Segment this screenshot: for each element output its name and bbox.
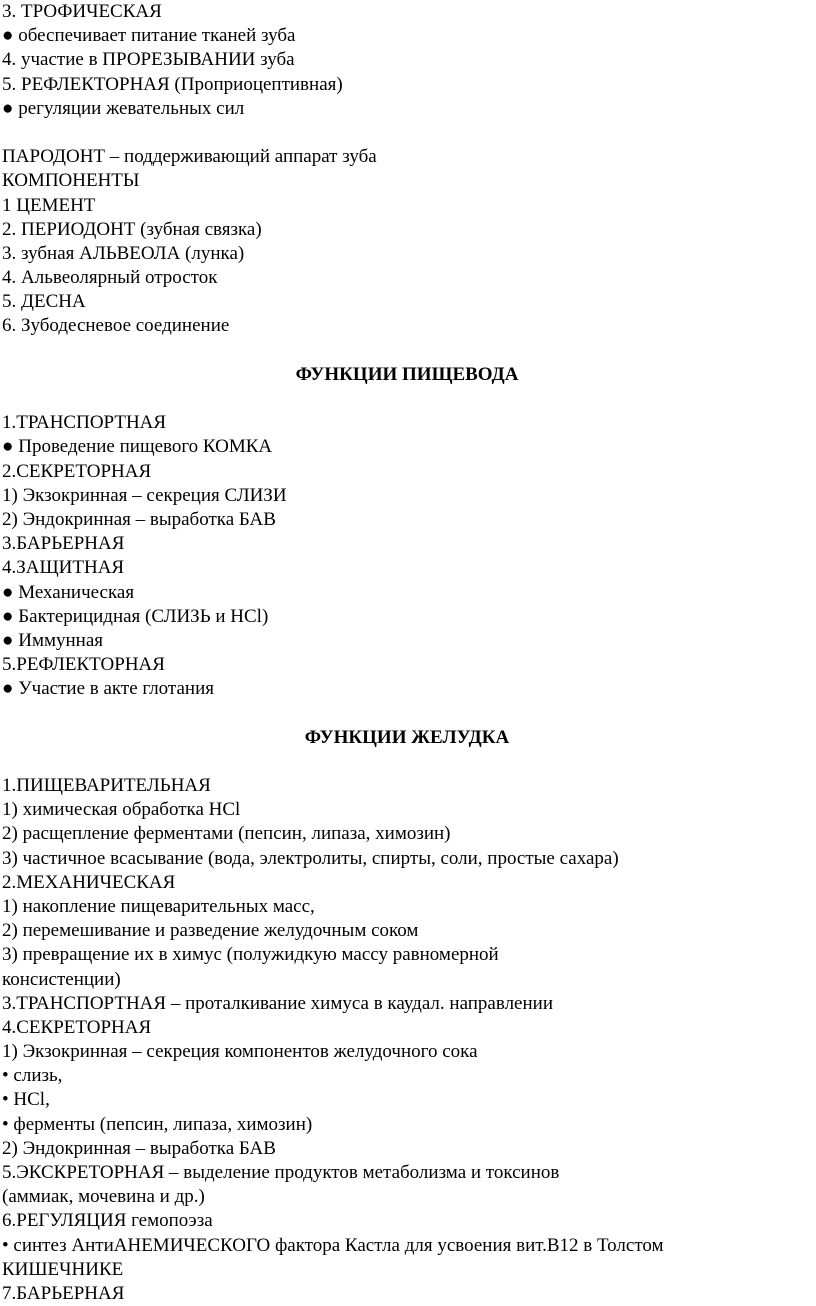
- text-line: ● Участие в акте глотания: [2, 678, 214, 700]
- text-line: 2) расщепление ферментами (пепсин, липаза, химозин): [2, 823, 451, 845]
- text-line: 3) частичное всасывание (вода, электролиты, спирты, соли, простые сахара): [2, 847, 619, 869]
- text-line: 2) Эндокринная – выработка БАВ: [2, 508, 276, 530]
- text-line: ● Иммунная: [2, 629, 104, 651]
- text-line: 3.БАРЬЕРНАЯ: [2, 533, 125, 555]
- parodont-block: [2, 145, 812, 339]
- text-line: 1 ЦЕМЕНТ: [2, 194, 96, 216]
- text-line: 4. Альвеолярный отросток: [2, 267, 218, 289]
- text-line: 1.ПИЩЕВАРИТЕЛЬНАЯ: [2, 775, 211, 796]
- text-line: 3. зубная АЛЬВЕОЛА (лунка): [2, 242, 245, 264]
- text-line: 3) превращение их в химус (полужидкую массу равномерной: [2, 944, 499, 966]
- text-line: • HCl,: [2, 1089, 50, 1111]
- text-line: 2. ПЕРИОДОНТ (зубная связка): [2, 218, 262, 240]
- text-line: 2.МЕХАНИЧЕСКАЯ: [2, 871, 176, 893]
- text-line: 6.РЕГУЛЯЦИЯ гемопоэза: [2, 1210, 213, 1232]
- top-functions-block: [2, 0, 812, 121]
- blank-line: [2, 121, 812, 145]
- text-line: 1.ТРАНСПОРТНАЯ: [2, 412, 167, 434]
- text-line: 3. ТРОФИЧЕСКАЯ: [2, 1, 162, 22]
- text-line: 2.СЕКРЕТОРНАЯ: [2, 460, 152, 482]
- blank-line: [2, 339, 812, 363]
- text-line: консистенции): [2, 968, 121, 990]
- text-line: ● Механическая: [2, 581, 135, 603]
- text-line: 3.ТРАНСПОРТНАЯ – проталкивание химуса в каудал. направлении: [2, 992, 553, 1014]
- text-line: ПАРОДОНТ – поддерживающий аппарат зуба: [2, 146, 377, 168]
- blank-line: [2, 387, 812, 411]
- text-line: 4.СЕКРЕТОРНАЯ: [2, 1016, 152, 1038]
- text-line: 1) накопление пищеварительных масс,: [2, 895, 315, 917]
- blank-line: [2, 701, 812, 725]
- text-line: КОМПОНЕНТЫ: [2, 170, 140, 192]
- text-line: 5. РЕФЛЕКТОРНАЯ (Проприоцептивная): [2, 73, 343, 95]
- text-line: 4.ЗАЩИТНАЯ: [2, 557, 125, 579]
- text-line: 2) Эндокринная – выработка БАВ: [2, 1137, 276, 1159]
- text-line: ● Проведение пищевого КОМКА: [2, 436, 273, 458]
- section-heading: ФУНКЦИИ ЖЕЛУДКА: [304, 726, 510, 748]
- text-line: КИШЕЧНИКЕ: [2, 1258, 124, 1280]
- text-line: ● Бактерицидная (СЛИЗЬ и HCl): [2, 605, 269, 627]
- text-line: 5.ЭКСКРЕТОРНАЯ – выделение продуктов метаболизма и токсинов: [2, 1162, 560, 1183]
- text-line: • синтез АнтиАНЕМИЧЕСКОГО фактора Кастла для усвоения вит.B12 в Толстом: [2, 1234, 664, 1256]
- text-line: 5.РЕФЛЕКТОРНАЯ: [2, 654, 165, 676]
- stomach-section: [2, 726, 812, 1306]
- text-line: 6. Зубодесневое соединение: [2, 315, 230, 337]
- text-line: • ферменты (пепсин, липаза, химозин): [2, 1113, 313, 1135]
- esophagus-section: [2, 363, 812, 702]
- text-line: • слизь,: [2, 1065, 63, 1087]
- text-line: 1) химическая обработка HCl: [2, 799, 241, 821]
- text-line: 1) Экзокринная – секреция компонентов желудочного сока: [2, 1041, 478, 1063]
- text-line: (аммиак, мочевина и др.): [2, 1186, 205, 1208]
- text-line: 1) Экзокринная – секреция СЛИЗИ: [2, 484, 287, 506]
- text-line: 5. ДЕСНА: [2, 291, 86, 313]
- text-line: ● регуляции жевательных сил: [2, 97, 245, 119]
- blank-line: [2, 750, 812, 774]
- text-line: 7.БАРЬЕРНАЯ: [2, 1282, 125, 1304]
- section-heading: ФУНКЦИИ ПИЩЕВОДА: [295, 363, 519, 385]
- text-line: 2) перемешивание и разведение желудочным соком: [2, 920, 419, 942]
- text-line: ● обеспечивает питание тканей зуба: [2, 25, 296, 47]
- text-line: 4. участие в ПРОРЕЗЫВАНИИ зуба: [2, 49, 295, 71]
